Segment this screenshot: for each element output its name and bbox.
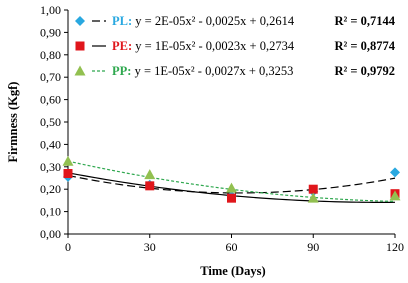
legend-equation: y = 1E-05x² - 0,0027x + 0,3253 (134, 64, 294, 78)
legend-series-name: PL: (112, 14, 136, 28)
data-point-pe (64, 169, 73, 178)
x-tick-label: 90 (307, 240, 320, 254)
legend (75, 14, 396, 78)
y-tick-label: 0,70 (40, 70, 61, 85)
legend-label-pe (112, 39, 295, 53)
legend-r2-pe: R² = 0,8774 (334, 39, 395, 53)
legend-marker-pl (75, 16, 85, 26)
data-point-pe (309, 185, 318, 194)
x-tick-label: 60 (225, 240, 238, 254)
y-axis-title: Firmness (Kgf) (6, 81, 20, 163)
x-axis-title: Time (Days) (200, 264, 266, 278)
y-tick-label: 0,40 (40, 137, 61, 152)
y-tick-label: 0,60 (40, 92, 61, 107)
y-tick-label: 0,80 (40, 47, 61, 62)
legend-equation: y = 1E-05x² - 0,0023x + 0,2734 (135, 39, 295, 53)
y-tick-label: 0,30 (40, 159, 61, 174)
x-tick-label: 120 (386, 240, 404, 254)
legend-entry-pl (75, 14, 396, 28)
y-tick-label: 1,00 (40, 3, 61, 17)
legend-entry-pe (76, 39, 396, 53)
data-point-pp (63, 156, 74, 166)
legend-label-pp (112, 64, 293, 78)
y-tick-label: 0,50 (40, 115, 61, 129)
legend-equation: y = 2E-05x² - 0,0025x + 0,2614 (135, 14, 295, 28)
x-tick-label: 0 (65, 240, 71, 254)
y-tick-label: 0,00 (40, 227, 61, 241)
legend-r2-pp: R² = 0,9792 (334, 64, 395, 78)
data-point-pl (390, 167, 400, 177)
legend-series-name: PE: (112, 39, 136, 53)
data-point-pp (144, 169, 155, 179)
data-points (63, 156, 401, 203)
legend-label-pl (112, 14, 295, 28)
data-point-pp (226, 183, 237, 193)
legend-marker-pe (76, 42, 85, 51)
y-tick-label: 0,20 (40, 182, 61, 197)
y-tick-label: 0,10 (40, 204, 61, 219)
legend-marker-pp (75, 66, 86, 76)
legend-entry-pp (75, 64, 396, 78)
x-tick-label: 30 (143, 240, 156, 254)
data-point-pe (227, 194, 236, 203)
legend-series-name: PP: (112, 64, 135, 78)
data-point-pe (145, 181, 154, 190)
y-tick-label: 0,90 (40, 25, 61, 40)
legend-r2-pl: R² = 0,7144 (334, 14, 395, 28)
